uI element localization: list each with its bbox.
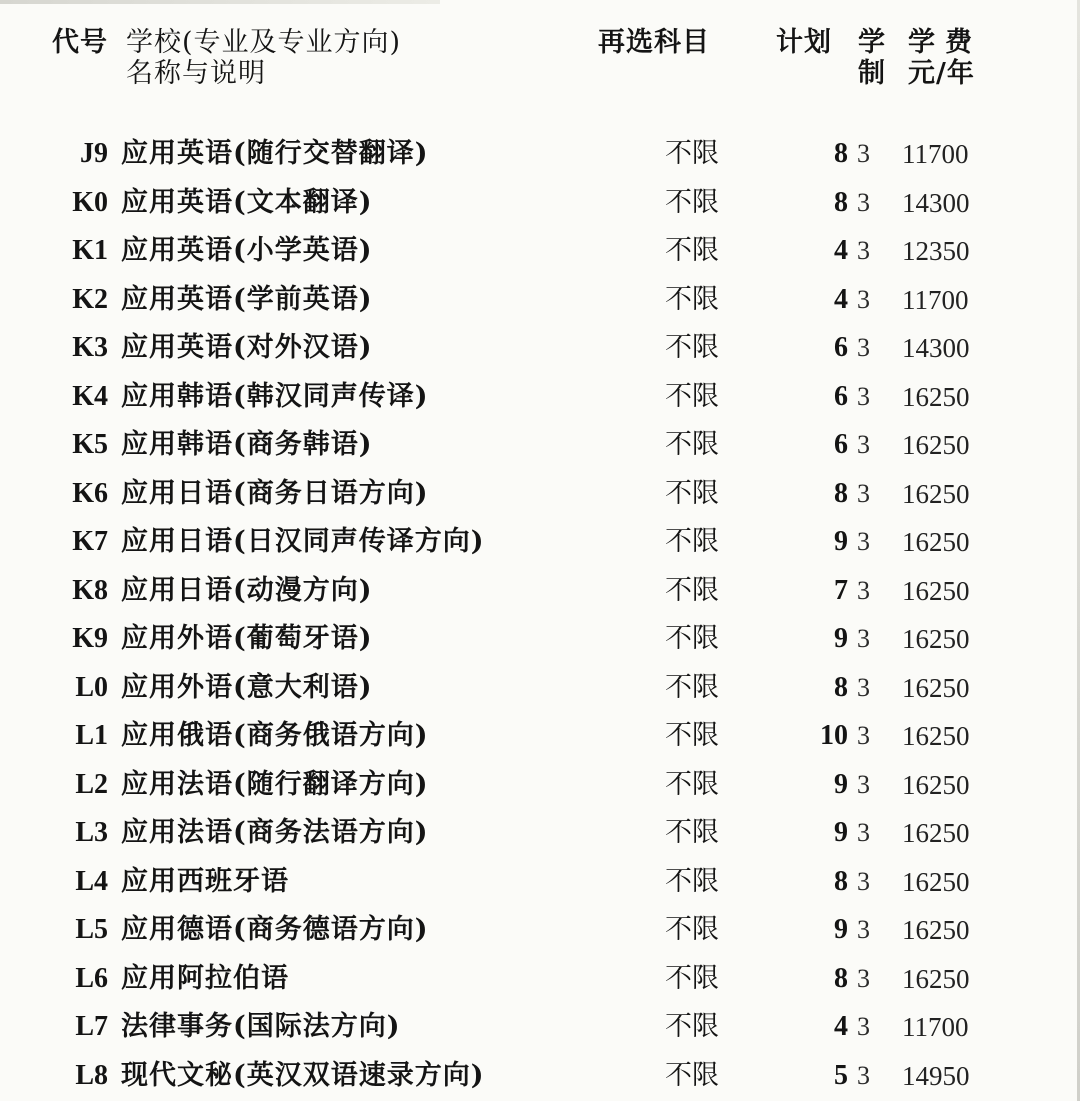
program-fee: 16250 [902,381,970,412]
program-fee: 16250 [902,430,970,460]
table-row [0,955,1080,1004]
program-subject: 不限 [665,671,719,703]
table-row [0,227,1080,276]
program-fee: 16250 [902,624,970,654]
table-row [0,761,1080,810]
program-subject: 不限 [665,962,719,994]
program-plan: 6 [834,332,848,363]
program-length: 3 [857,721,870,750]
program-subject: 不限 [665,768,719,800]
program-subject: 不限 [665,235,719,266]
program-code: L7 [75,1011,108,1042]
program-plan: 8 [834,477,848,509]
program-code: K4 [72,380,108,412]
program-name: 现代文秘(英汉双语速录方向) [121,1059,485,1091]
program-fee: 16250 [902,527,970,557]
table-row [0,179,1080,228]
program-name: 应用英语(学前英语) [121,283,373,315]
program-length: 3 [857,769,870,799]
program-name: 应用韩语(韩汉同声传译) [121,380,429,412]
program-plan: 9 [834,817,848,848]
program-fee: 16250 [902,672,970,703]
program-length: 3 [857,430,870,459]
program-name: 应用德语(商务德语方向) [121,914,429,945]
program-fee: 16250 [902,721,970,751]
program-length: 3 [857,1060,870,1090]
program-subject: 不限 [665,138,719,169]
program-length: 3 [857,187,870,217]
program-fee: 14300 [902,187,970,218]
program-fee: 16250 [902,963,970,994]
program-plan: 9 [834,526,848,557]
program-name: 法律事务(国际法方向) [121,1011,401,1042]
program-plan: 4 [834,235,848,266]
program-length: 3 [857,139,870,168]
program-subject: 不限 [665,332,719,363]
program-length: 3 [857,1012,870,1041]
program-code: L3 [75,817,108,848]
program-fee: 14300 [902,333,970,363]
table-row [0,1052,1080,1101]
program-subject: 不限 [665,817,719,848]
program-plan: 6 [834,380,848,412]
header-fee-line2: 元/年 [908,58,975,89]
table-row [0,809,1080,858]
table-row [0,567,1080,616]
table-row [0,324,1080,373]
program-fee: 16250 [902,866,970,897]
program-fee: 11700 [902,284,969,315]
header-code: 代号 [52,27,108,58]
program-code: L5 [75,914,108,945]
table-row [0,1003,1080,1052]
table-row [0,615,1080,664]
program-plan: 8 [834,138,848,169]
program-name: 应用外语(意大利语) [121,671,373,703]
program-length: 3 [857,624,870,653]
table-row [0,906,1080,955]
program-fee: 11700 [902,139,969,169]
program-plan: 8 [834,962,848,994]
program-code: L4 [75,865,108,897]
table-row [0,518,1080,567]
program-plan: 5 [834,1059,848,1091]
program-name: 应用日语(日汉同声传译方向) [121,526,485,557]
program-name: 应用法语(商务法语方向) [121,817,429,848]
header-length-line1: 学 [858,27,886,58]
program-length: 3 [857,478,870,508]
header-name-line2: 名称与说明 [126,58,266,89]
table-row [0,130,1080,179]
program-list [0,130,1080,1100]
program-subject: 不限 [665,914,719,945]
program-subject: 不限 [665,429,719,460]
table-row [0,373,1080,422]
program-length: 3 [857,915,870,944]
program-code: K2 [72,283,108,315]
program-plan: 9 [834,914,848,945]
program-length: 3 [857,672,870,702]
program-fee: 16250 [902,769,970,800]
program-subject: 不限 [665,1059,719,1091]
program-fee: 12350 [902,236,970,266]
program-name: 应用外语(葡萄牙语) [121,623,373,654]
program-code: K3 [72,332,108,363]
program-code: K7 [72,526,108,557]
header-plan: 计划 [776,27,832,58]
program-code: K1 [72,235,108,266]
program-length: 3 [857,381,870,411]
program-plan: 8 [834,865,848,897]
table-row [0,664,1080,713]
program-length: 3 [857,818,870,847]
program-length: 3 [857,284,870,314]
program-code: J9 [80,138,108,169]
program-length: 3 [857,236,870,265]
program-plan: 4 [834,283,848,315]
program-fee: 16250 [902,915,970,945]
program-subject: 不限 [665,720,719,751]
program-code: L8 [75,1059,108,1091]
program-name: 应用英语(小学英语) [121,235,373,266]
program-subject: 不限 [665,623,719,654]
program-name: 应用日语(商务日语方向) [121,477,429,509]
program-code: L6 [75,962,108,994]
program-fee: 16250 [902,575,970,606]
table-row [0,276,1080,325]
program-fee: 11700 [902,1012,969,1042]
table-row [0,470,1080,519]
table-row [0,421,1080,470]
program-length: 3 [857,963,870,993]
program-code: K6 [72,477,108,509]
program-length: 3 [857,333,870,362]
program-subject: 不限 [665,574,719,606]
program-plan: 7 [834,574,848,606]
program-name: 应用日语(动漫方向) [121,574,373,606]
program-plan: 9 [834,768,848,800]
program-code: K5 [72,429,108,460]
header-name-line1: 学校(专业及专业方向) [126,27,402,58]
program-subject: 不限 [665,526,719,557]
program-subject: 不限 [665,1011,719,1042]
program-subject: 不限 [665,865,719,897]
program-name: 应用英语(对外汉语) [121,332,373,363]
header-subject: 再选科目 [598,27,710,58]
program-plan: 9 [834,623,848,654]
program-name: 应用韩语(商务韩语) [121,429,373,460]
program-name: 应用俄语(商务俄语方向) [121,720,429,751]
program-length: 3 [857,866,870,896]
program-subject: 不限 [665,380,719,412]
program-name: 应用法语(随行翻译方向) [121,768,429,800]
table-row [0,858,1080,907]
program-plan: 8 [834,186,848,218]
program-subject: 不限 [665,186,719,218]
program-fee: 14950 [902,1060,970,1091]
program-name: 应用西班牙语 [121,865,289,897]
program-subject: 不限 [665,477,719,509]
table-header [0,0,1080,110]
header-fee-line1: 学费 [908,27,982,58]
program-name: 应用英语(文本翻译) [121,186,373,218]
program-code: L2 [75,768,108,800]
program-name: 应用英语(随行交替翻译) [121,138,429,169]
program-code: L0 [75,671,108,703]
table-row [0,712,1080,761]
program-plan: 4 [834,1011,848,1042]
program-plan: 6 [834,429,848,460]
program-code: K9 [72,623,108,654]
program-length: 3 [857,575,870,605]
program-fee: 16250 [902,478,970,509]
program-subject: 不限 [665,283,719,315]
program-fee: 16250 [902,818,970,848]
program-code: K8 [72,574,108,606]
program-length: 3 [857,527,870,556]
header-length-line2: 制 [858,58,886,89]
program-plan: 10 [820,720,848,751]
program-name: 应用阿拉伯语 [121,962,289,994]
program-code: L1 [75,720,108,751]
program-plan: 8 [834,671,848,703]
program-code: K0 [72,186,108,218]
